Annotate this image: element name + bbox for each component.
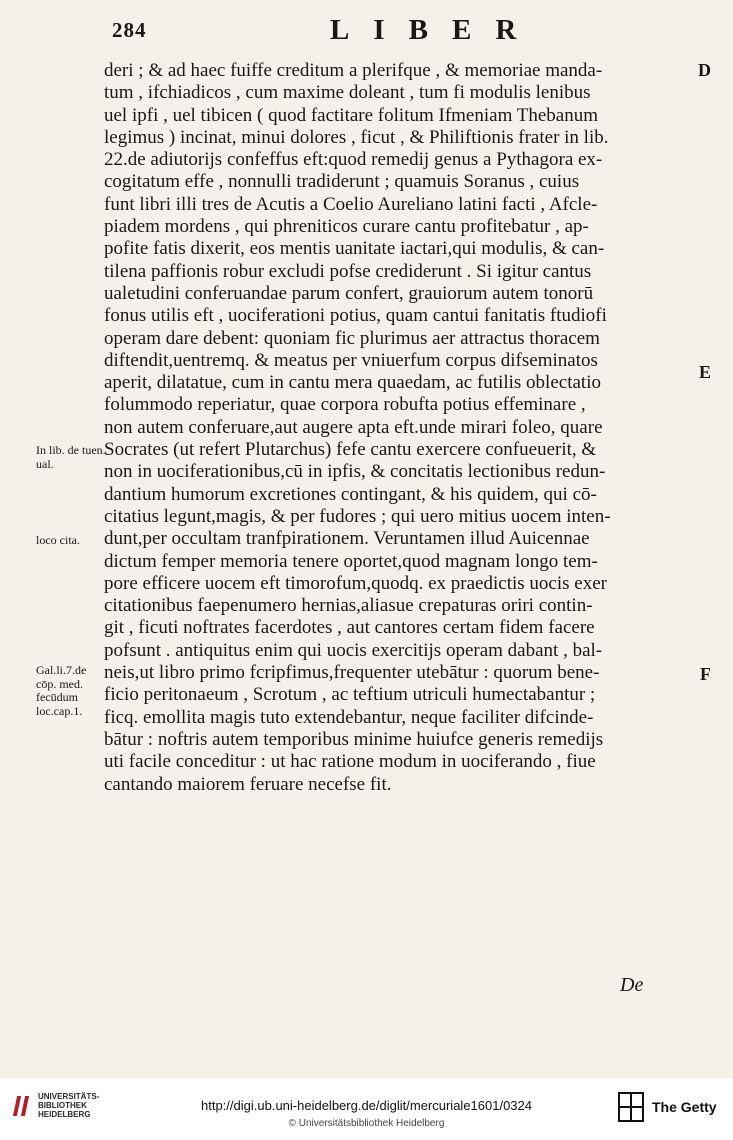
text-line: dunt,per occultam tranfpirationem. Veruntamen illud Auicennae [104, 528, 590, 550]
text-line: dantium humorum excretiones contingant, & his quidem, qui cō- [104, 483, 597, 505]
text-line: non autem conferuare,aut augere apta eft.unde mirari foleo, quare [104, 416, 603, 438]
getty-name: The Getty [652, 1099, 717, 1115]
text-line: ficio peritonaeum , Scrotum , ac teftium utriculi humectabantur ; [104, 684, 596, 706]
copyright-notice: © Universitätsbibliothek Heidelberg [288, 1118, 445, 1129]
text-line: funt libri illi tres de Acutis a Coelio Aureliano latini facti , Afcle- [104, 193, 598, 215]
text-line: Socrates (ut refert Plutarchus) fefe cantu exercere confueuerit, & [104, 439, 597, 461]
marginal-note: In lib. de tuen. ual. [36, 443, 106, 471]
text-line: 22.de adiutorijs confeffus eft:quod remedij genus a Pythagora ex- [104, 149, 603, 171]
text-line: cantando maiorem feruare necefse fit. [104, 773, 392, 795]
text-line: pofite fatis dixerit, eos mentis uanitate iactari,qui modulis, & can- [104, 238, 605, 260]
text-line: legimus ) incinat, minui dolores , ficut , & Philiftionis frater in lib. [104, 126, 609, 148]
marginal-note: loco cita. [36, 533, 80, 547]
text-line: ualetudini conferuandae parum confert, grauiorum autem tonorū [104, 282, 594, 304]
text-line: pofsunt . antiquitus enim qui uocis exercitijs operam dabant , bal- [104, 639, 603, 661]
page-number: 284 [112, 18, 147, 42]
text-line: fonus utilis eft , uociferationi potius, quam cantui fanitatis ftudiofi [104, 305, 607, 327]
running-head: LIBER [330, 14, 541, 46]
getty-logo[interactable] [618, 1092, 717, 1122]
text-line: citationibus faepenumero hernias,aliasue crepaturas oriri contin- [104, 595, 593, 617]
section-letter: E [698, 362, 711, 382]
viewer-footer [0, 1078, 733, 1140]
text-line: neis,ut libro primo fcripfimus,frequenter utebātur : quorum bene- [104, 662, 600, 684]
text-line: pore efficere uocem eft timorofum,quodq. ex praedictis uocis exer [104, 572, 607, 594]
text-line: non in uociferationibus,cū in ipfis, & concitatis lectionibus redun- [104, 461, 606, 483]
text-line: ficq. emollita magis tuto extendebantur, neque faciliter difcinde- [104, 706, 594, 728]
text-line: folummodo reperiatur, quae corpora robufta potius effeminare , [104, 394, 586, 416]
main-text-block [104, 60, 686, 796]
permalink-url[interactable]: http://digi.ub.uni-heidelberg.de/diglit/mercuriale1601/0324 [201, 1098, 532, 1113]
text-line: deri ; & ad haec fuiffe creditum a plerifque , & memoriae manda- [104, 60, 603, 81]
text-line: operam dare debent: quoniam fic plurimus aer attractus thoracem [104, 327, 600, 349]
library-name: UNIVERSITÄTS- BIBLIOTHEK HEIDELBERG [38, 1092, 100, 1119]
text-line: citatius legunt,magis, & per fudores ; qui uero mitius uocem inten- [104, 505, 611, 527]
catchword: De [620, 974, 644, 996]
text-line: cogitatum effe , nonnulli tradiderunt ; quamuis Soranus , cuius [104, 171, 580, 193]
text-line: tilena paffionis robur excludi pofse crediderunt . Si igitur cantus [104, 260, 592, 282]
text-line: tum , ifchiadicos , cum maxime doleant , tum fi modulis lenibus [104, 82, 591, 104]
text-line: bātur : noftris autem temporibus minime huiufce generis remedijs [104, 728, 604, 750]
section-letter: F [700, 664, 711, 684]
text-line: piadem mordens , qui phreniticos curare cantu profitebatur , ap- [104, 216, 589, 238]
text-line: uel ipfi , uel tibicen ( quod factitare folitum Ifmeniam Thebanum [104, 104, 599, 126]
text-line: git , ficuti noftrates facerdotes , aut cantores certam fidem facere [104, 617, 595, 639]
text-line: uti facile conceditur : ut hac ratione modum in uociferando , fiue [104, 751, 596, 773]
text-line: diftendit,uentremq. & meatus per vniuerfum corpus difseminatos [104, 349, 598, 371]
text-line: dictum femper memoria tenere oportet,quod magnam longo tem- [104, 550, 598, 572]
text-line: aperit, dilatatue, cum in cantu mera quaedam, ac futilis oblectatio [104, 372, 601, 394]
marginal-note: Gal.li.7.de cōp. med. fecūdum loc.cap.1. [36, 663, 87, 718]
getty-mark-icon [618, 1092, 644, 1122]
section-letter: D [698, 60, 711, 80]
